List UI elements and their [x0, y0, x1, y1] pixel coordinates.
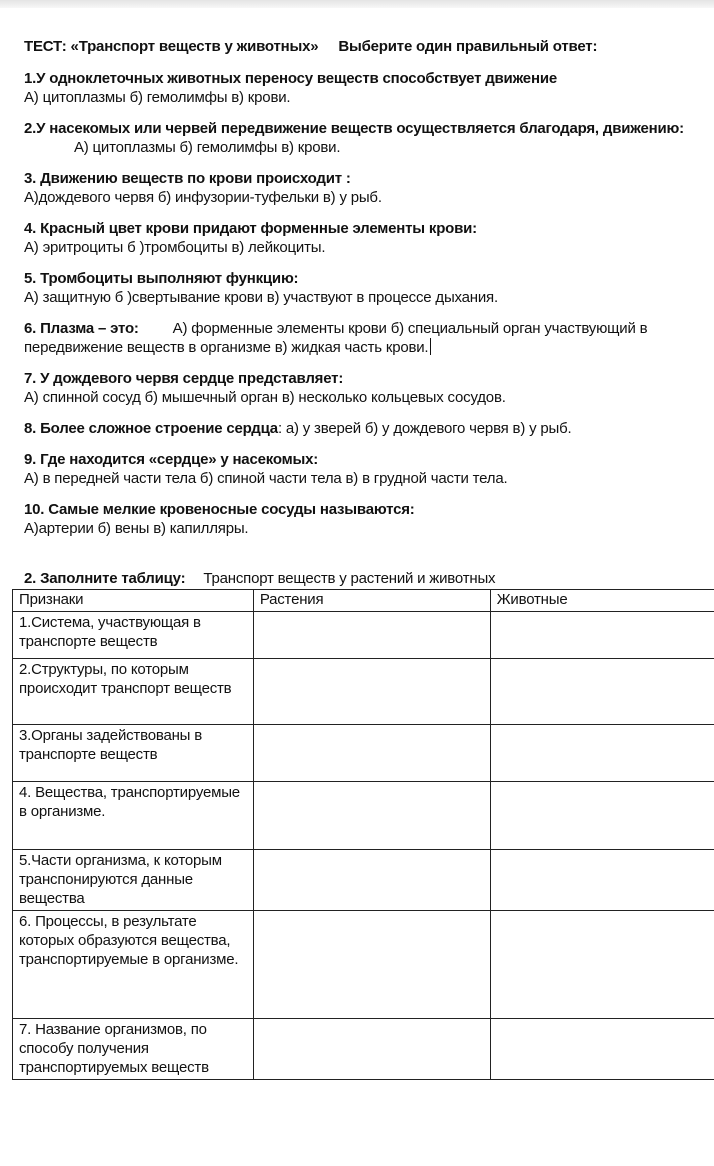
plants-cell[interactable]: [253, 911, 490, 1019]
answer-options: А)артерии б) вены в) капилляры.: [24, 520, 249, 537]
answer-options: А)дождевого червя б) инфузории-туфельки в) у рыб.: [24, 189, 382, 206]
plants-cell[interactable]: [253, 850, 490, 911]
table-row: [13, 911, 714, 1019]
table-row: [13, 612, 714, 659]
row-label: 6. Процессы, в результате которых образуются вещества, транспортируемые в организме.: [13, 911, 254, 1019]
row-label: 2.Структуры, по которым происходит транспорт веществ: [13, 659, 254, 725]
table-row: [13, 725, 714, 782]
row-label: 5.Части организма, к которым транспонируются данные вещества: [13, 850, 254, 911]
plants-cell[interactable]: [253, 782, 490, 850]
animals-cell[interactable]: [490, 782, 714, 850]
question-2: [24, 119, 704, 157]
animals-cell[interactable]: [490, 911, 714, 1019]
table-row: [13, 659, 714, 725]
table-task-subtitle: Транспорт веществ у растений и животных: [203, 570, 496, 587]
page-top-shadow: [0, 0, 714, 8]
question-8: [24, 419, 704, 438]
animals-cell[interactable]: [490, 1019, 714, 1080]
question-text: 9. Где находится «сердце» у насекомых:: [24, 451, 319, 468]
table-task-title: 2. Заполните таблицу:: [24, 570, 186, 587]
test-title-line: [24, 37, 704, 56]
answer-options: А) форменные элементы крови б) специальный орган участвующий в передвижение веществ в организме в) жидкая часть крови.: [24, 320, 648, 356]
question-text: 5. Тромбоциты выполняют функцию:: [24, 270, 299, 287]
transport-table: [12, 589, 714, 1080]
question-text: 8. Более сложное строение сердца: [24, 420, 278, 437]
question-7: [24, 369, 704, 407]
plants-cell[interactable]: [253, 612, 490, 659]
question-3: [24, 169, 704, 207]
question-text: 7. У дождевого червя сердце представляет:: [24, 370, 344, 387]
question-9: [24, 450, 704, 488]
plants-cell[interactable]: [253, 725, 490, 782]
answer-options: А) цитоплазмы б) гемолимфы в) крови.: [73, 139, 341, 156]
header-cell-features: Признаки: [13, 590, 254, 612]
question-4: [24, 219, 704, 257]
animals-cell[interactable]: [490, 659, 714, 725]
plants-cell[interactable]: [253, 1019, 490, 1080]
table-task-heading: [24, 569, 495, 588]
answer-options: А) спинной сосуд б) мышечный орган в) несколько кольцевых сосудов.: [24, 389, 506, 406]
question-10: [24, 500, 704, 538]
animals-cell[interactable]: [490, 850, 714, 911]
answer-options: : а) у зверей б) у дождевого червя в) у рыб.: [277, 420, 572, 437]
header-cell-plants: Растения: [253, 590, 490, 612]
question-text: 4. Красный цвет крови придают форменные элементы крови:: [24, 220, 477, 237]
answer-options: А) защитную б )свертывание крови в) участвуют в процессе дыхания.: [24, 289, 498, 306]
plants-cell[interactable]: [253, 659, 490, 725]
table-row: [13, 782, 714, 850]
question-text: 10. Самые мелкие кровеносные сосуды называются:: [24, 501, 415, 518]
table-header-row: [13, 590, 714, 612]
question-1: [24, 69, 704, 107]
row-label: 1.Система, участвующая в транспорте веществ: [13, 612, 254, 659]
question-6: [24, 319, 704, 357]
header-cell-animals: Животные: [490, 590, 714, 612]
answer-options: А) эритроциты б )тромбоциты в) лейкоциты.: [24, 239, 326, 256]
answer-options: А) в передней части тела б) спиной части тела в) в грудной части тела.: [24, 470, 508, 487]
text-cursor: [430, 338, 431, 355]
question-text: 3. Движению веществ по крови происходит :: [24, 170, 351, 187]
question-5: [24, 269, 704, 307]
test-document: [24, 37, 704, 550]
test-instruction: Выберите один правильный ответ:: [338, 38, 598, 55]
row-label: 7. Название организмов, по способу получения транспортируемых веществ: [13, 1019, 254, 1080]
table-row: [13, 850, 714, 911]
test-title: ТЕСТ: «Транспорт веществ у животных»: [24, 38, 319, 55]
animals-cell[interactable]: [490, 612, 714, 659]
question-text: 1.У одноклеточных животных переносу веществ способствует движение: [24, 70, 557, 87]
answer-options: А) цитоплазмы б) гемолимфы в) крови.: [24, 89, 291, 106]
row-label: 4. Вещества, транспортируемые в организме.: [13, 782, 254, 850]
question-text: 6. Плазма – это:: [24, 320, 139, 337]
animals-cell[interactable]: [490, 725, 714, 782]
table-row: [13, 1019, 714, 1080]
question-text: 2.У насекомых или червей передвижение веществ осуществляется благодаря, движению:: [24, 120, 684, 137]
row-label: 3.Органы задействованы в транспорте веществ: [13, 725, 254, 782]
